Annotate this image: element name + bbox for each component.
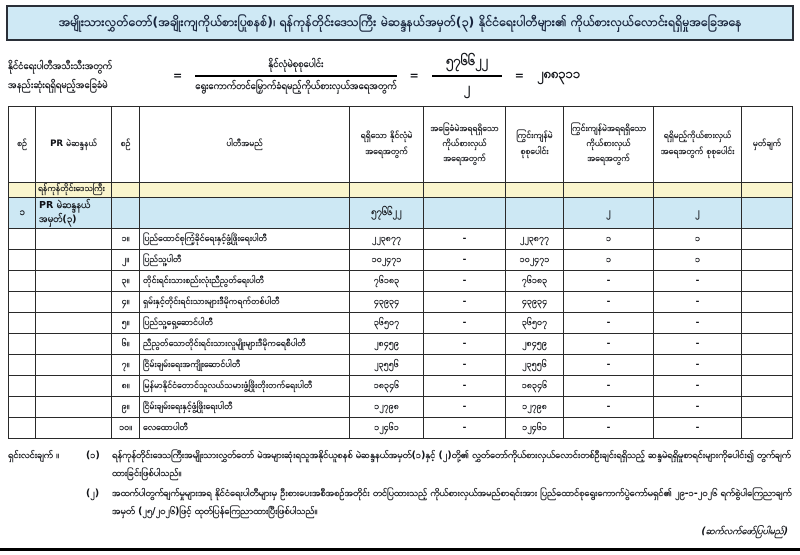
table-row (9, 250, 793, 271)
summary-remark (742, 198, 793, 229)
cell-seq-left (9, 229, 36, 250)
fraction-denominator: ရွေးကောက်တင်မြှောက်ခံရမည့်ကိုယ်စားလှယ်အရေအတွက် (195, 80, 397, 92)
cell-valid-votes: ၂၈၄၅၉ (350, 334, 424, 355)
page-title: အမျိုးသားလွှတ်တော်(အချိုးကျကိုယ်စားပြုစနစ်)၊ ရန်ကုန်တိုင်းဒေသကြီး မဲဆန္ဒနယ်အမှတ်(၃) နိုင်ငံရေးပါတီများ၏ ကိုယ်စားလှယ်လောင်းရရှိမှုအခြေအနေ (6, 5, 794, 41)
cell-base-seats: - (424, 418, 506, 439)
cell-party-name: ရှမ်းနှင့်တိုင်းရင်းသားများဒီမိုကရက်တစ်ပါတီ (140, 292, 350, 313)
cell-seq-left (9, 334, 36, 355)
cell-seq: ၄။ (112, 292, 140, 313)
region-cell-empty (564, 183, 654, 198)
summary-remainder-seats: ၂ (564, 198, 654, 229)
table-row (9, 271, 793, 292)
cell-party-name: မြန်မာနိုင်ငံတောင်သူလယ်သမားဖွံ့ဖြိုးတိုးတက်ရေးပါတီ (140, 376, 350, 397)
summary-remainder-votes (506, 198, 564, 229)
summary-empty (140, 198, 350, 229)
cell-remainder-votes: ၁၂၄၆၁ (506, 418, 564, 439)
cell-remark (742, 376, 793, 397)
summary-empty (112, 198, 140, 229)
cell-remark (742, 313, 793, 334)
cell-seq: ၁။ (112, 229, 140, 250)
fraction-denominator-value: ၂ (463, 80, 470, 96)
header-seq: စဉ် (112, 107, 140, 183)
table-row (9, 397, 793, 418)
cell-remainder-seats: ၁ (564, 229, 654, 250)
summary-total-seats: ၂ (654, 198, 742, 229)
cell-seq: ၉။ (112, 397, 140, 418)
cell-base-seats: - (424, 292, 506, 313)
footnotes-heading: ရှင်းလင်းချက် ။ (8, 450, 59, 461)
cell-total-seats: - (654, 271, 742, 292)
cell-total-seats: - (654, 313, 742, 334)
cell-constituency (36, 313, 112, 334)
cell-party-name: လေထောပါတီ (140, 418, 350, 439)
table-header-row (9, 107, 793, 183)
cell-constituency (36, 250, 112, 271)
table-row (9, 334, 793, 355)
footnote-item (8, 485, 792, 521)
cell-base-seats: - (424, 250, 506, 271)
header-total-seats: ရရှိမည့်ကိုယ်စားလှယ် အရေအတွက် စုစုပေါင်း (654, 107, 742, 183)
cell-party-name: ငြိမ်းချမ်းရေးနှင့်ဖွံ့ဖြိုးရေးပါတီ (140, 397, 350, 418)
cell-remainder-seats: - (564, 313, 654, 334)
region-cell-empty (112, 183, 140, 198)
cell-party-name: ညီညွတ်သောတိုင်းရင်းသားလူမျိုးများဒီမိုကရေစီပါတီ (140, 334, 350, 355)
table-row (9, 376, 793, 397)
cell-valid-votes: ၂၂၃၈၇၇ (350, 229, 424, 250)
cell-remainder-votes: ၃၆၅၀၇ (506, 313, 564, 334)
cell-valid-votes: ၂၃၅၅၆ (350, 355, 424, 376)
cell-total-seats: ၁ (654, 229, 742, 250)
cell-base-seats: - (424, 334, 506, 355)
header-seq-left: စဉ် (9, 107, 36, 183)
cell-remainder-votes: ၇၆၁၈၃ (506, 271, 564, 292)
cell-constituency (36, 271, 112, 292)
table-row (9, 355, 793, 376)
cell-party-name: ပြည်သူ့ပါတီ (140, 250, 350, 271)
constituency-summary-row (9, 198, 793, 229)
cell-total-seats: - (654, 334, 742, 355)
header-base-seats: အခြေခံမဲအရရရှိသော ကိုယ်စားလှယ် အရေအတွက် (424, 107, 506, 183)
summary-constituency: PR မဲဆန္ဒနယ်အမှတ်(၃) (36, 198, 112, 229)
fraction-numerator-value: ၅၇၆၆၂၂ (432, 53, 502, 77)
cell-total-seats: ၁ (654, 250, 742, 271)
header-remainder-seats: ကြွင်းကျန်မဲအရရရှိသော ကိုယ်စားလှယ် အရေအတွက် (564, 107, 654, 183)
footnotes-heading-spacer (8, 485, 86, 521)
region-cell-empty (742, 183, 793, 198)
cell-remainder-seats: - (564, 376, 654, 397)
equals-sign: = (173, 69, 183, 82)
cell-remark (742, 229, 793, 250)
cell-valid-votes: ၁၈၃၄၆ (350, 376, 424, 397)
cell-remainder-votes: ၂၃၅၅၆ (506, 355, 564, 376)
summary-valid-votes: ၅၇၆၆၂၂ (350, 198, 424, 229)
cell-remainder-seats: - (564, 334, 654, 355)
cell-valid-votes: ၁၂၇၉၈ (350, 397, 424, 418)
cell-remark (742, 418, 793, 439)
cell-total-seats: - (654, 355, 742, 376)
cell-seq-left (9, 313, 36, 334)
cell-remark (742, 355, 793, 376)
cell-seq-left (9, 292, 36, 313)
cell-remainder-seats: ၁ (564, 250, 654, 271)
cell-base-seats: - (424, 355, 506, 376)
cell-valid-votes: ၇၆၁၈၃ (350, 271, 424, 292)
cell-remark (742, 250, 793, 271)
cell-remainder-votes: ၁၂၇၉၈ (506, 397, 564, 418)
summary-seq: ၁ (9, 198, 36, 229)
cell-remark (742, 292, 793, 313)
cell-seq: ၁၀။ (112, 418, 140, 439)
formula-label-line1: နိုင်ငံရေးပါတီအသီးသီးအတွက် (8, 60, 112, 72)
region-cell-empty (424, 183, 506, 198)
header-party-name: ပါတီအမည် (140, 107, 350, 183)
cell-base-seats: - (424, 313, 506, 334)
cell-party-name: တိုင်းရင်းသားစည်းလုံးညီညွတ်ရေးပါတီ (140, 271, 350, 292)
region-cell-empty (654, 183, 742, 198)
fraction-numerator: နိုင်လုံမဲစုစုပေါင်း (195, 58, 396, 77)
cell-party-name: ပြည်ထောင်စုကြံ့ခိုင်ရေးနှင့်ဖွံ့ဖြိုးရေးပါတီ (140, 229, 350, 250)
header-remainder-votes: ကြွင်းကျန်မဲ စုစုပေါင်း (506, 107, 564, 183)
cell-base-seats: - (424, 397, 506, 418)
cell-seq: ၈။ (112, 376, 140, 397)
cell-total-seats: - (654, 376, 742, 397)
cell-constituency (36, 418, 112, 439)
cell-remainder-seats: - (564, 271, 654, 292)
cell-total-seats: - (654, 418, 742, 439)
equals-sign: = (409, 69, 419, 82)
cell-total-seats: - (654, 292, 742, 313)
cell-seq: ၅။ (112, 313, 140, 334)
cell-remainder-seats: - (564, 292, 654, 313)
cell-seq-left (9, 250, 36, 271)
cell-remark (742, 334, 793, 355)
quota-formula (0, 41, 800, 103)
cell-seq-left (9, 376, 36, 397)
header-remark: မှတ်ချက် (742, 107, 793, 183)
cell-party-name: ပြည်သူ့ရှေ့ဆောင်ပါတီ (140, 313, 350, 334)
cell-constituency (36, 292, 112, 313)
cell-base-seats: - (424, 376, 506, 397)
formula-fraction-text (195, 58, 396, 94)
cell-valid-votes: ၁၂၄၆၁ (350, 418, 424, 439)
summary-base-seats (424, 198, 506, 229)
document-page (0, 5, 800, 555)
cell-constituency (36, 229, 112, 250)
cell-seq-left (9, 418, 36, 439)
table-row (9, 313, 793, 334)
continued-note: (ဆက်လက်ဖော်ပြပါမည်) (701, 525, 788, 537)
cell-constituency (36, 376, 112, 397)
cell-constituency (36, 397, 112, 418)
party-rows (9, 229, 793, 439)
cell-remark (742, 397, 793, 418)
cell-total-seats: - (654, 397, 742, 418)
cell-valid-votes: ၁၀၂၄၇၁ (350, 250, 424, 271)
cell-party-name: ငြိမ်းချမ်းရေးအကျိုးဆောင်ပါတီ (140, 355, 350, 376)
cell-remainder-votes: ၂၂၃၈၇၇ (506, 229, 564, 250)
cell-base-seats: - (424, 229, 506, 250)
formula-label-line2: အနည်းဆုံးရရှိရမည့်အခြေခံမဲ (8, 79, 108, 91)
cell-remainder-seats: - (564, 355, 654, 376)
cell-base-seats: - (424, 271, 506, 292)
cell-seq-left (9, 271, 36, 292)
cell-remainder-votes: ၁၀၂၄၇၁ (506, 250, 564, 271)
footnote-text: အထက်ပါတွက်ချက်မှုများအရ နိုင်ငံရေးပါတီများမှ ဦးစားပေးအစီအစဉ်အတိုင်း တင်ပြထားသည့် ကိုယ်စားလှယ်အမည်စာရင်းအား ပြည်ထောင်စုရွေးကောက်ပွဲကော်မရှင်၏ ၂၉-၁-၂၀၂၆ ရက်စွဲပါကြေညာချက်အမှတ် (၂၅/၂၀၂၆)ဖြင့် ထုတ်ပြန်ကြေညာထားပြီးဖြစ်ပါသည်။ (112, 488, 792, 518)
cell-valid-votes: ၃၆၅၀၇ (350, 313, 424, 334)
cell-remainder-seats: - (564, 418, 654, 439)
cell-remark (742, 271, 793, 292)
cell-remainder-votes: ၂၈၄၅၉ (506, 334, 564, 355)
equals-sign: = (514, 69, 524, 82)
region-row (9, 183, 793, 198)
footnote-text: ရန်ကုန်တိုင်းဒေသကြီးအမျိုးသားလွှတ်တော် မဲအများဆုံးရသူအနိုင်ယူစနစ် မဲဆန္ဒနယ်အမှတ်(၁)နှင့် (၂)တို့၏ လွှတ်တော်ကိုယ်စားလှယ်လောင်းတစ်ဦးချင်းရရှိသည့် ဆန္ဒမဲရရှိမှုစာရင်းများကိုပေါင်း၍ တွက်ချက်ထားခြင်းဖြစ်ပါသည်။ (112, 450, 791, 480)
cell-seq: ၂။ (112, 250, 140, 271)
cell-remainder-votes: ၁၈၃၄၆ (506, 376, 564, 397)
quota-result-value: ၂၈၈၃၁၁ (536, 67, 581, 82)
cell-seq-left (9, 355, 36, 376)
cell-valid-votes: ၄၃၉၃၄ (350, 292, 424, 313)
header-valid-votes: ရရှိသော နိုင်လုံမဲ အရေအတွက် (350, 107, 424, 183)
table-row (9, 229, 793, 250)
cell-seq: ၃။ (112, 271, 140, 292)
footnote-item (8, 447, 792, 483)
footnote-number: (၂) (86, 488, 100, 500)
cell-seq: ၇။ (112, 355, 140, 376)
region-cell-empty (140, 183, 350, 198)
header-pr-constituency: PR မဲဆန္ဒနယ် (36, 107, 112, 183)
footnote-number: (၁) (86, 450, 100, 461)
region-cell-empty (506, 183, 564, 198)
results-table (8, 106, 793, 439)
region-label: ရန်ကုန်တိုင်းဒေသကြီး (36, 183, 112, 198)
formula-label (8, 57, 160, 95)
cell-remainder-votes: ၄၃၉၃၄ (506, 292, 564, 313)
cell-constituency (36, 355, 112, 376)
table-row (9, 418, 793, 439)
region-cell-empty (9, 183, 36, 198)
cell-seq-left (9, 397, 36, 418)
region-cell-empty (350, 183, 424, 198)
table-row (9, 292, 793, 313)
cell-remainder-seats: - (564, 397, 654, 418)
cell-seq: ၆။ (112, 334, 140, 355)
cell-constituency (36, 334, 112, 355)
footnotes (0, 439, 800, 539)
formula-fraction-numbers (432, 53, 502, 99)
